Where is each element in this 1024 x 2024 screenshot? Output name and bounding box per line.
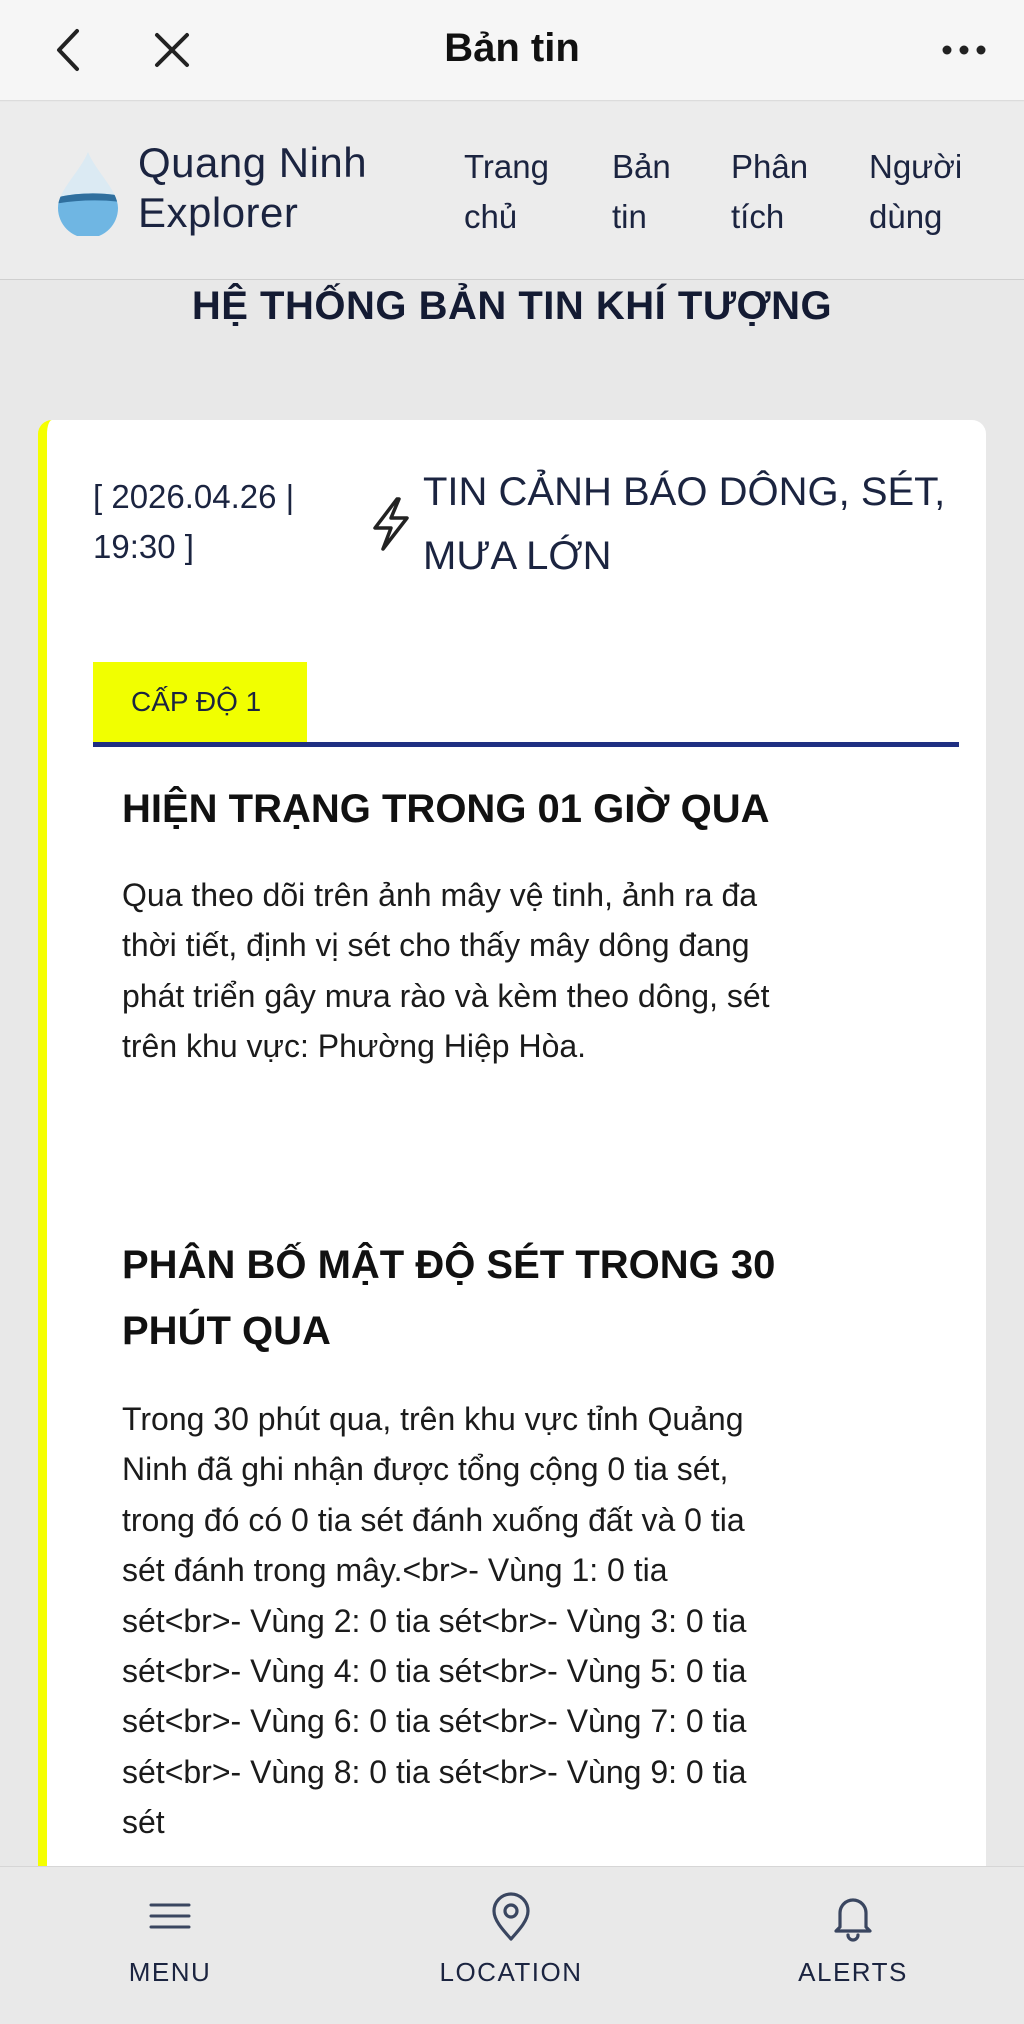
brand-name[interactable] (138, 138, 367, 238)
bulletin-title-line-2: MƯA LỚN (423, 534, 612, 578)
section-title-line-2: PHÚT QUA (122, 1309, 331, 1353)
timestamp-line-1: [ 2026.04.26 | (93, 478, 295, 515)
nav-item-home[interactable] (464, 142, 549, 242)
bottom-tab-bar (0, 1866, 1024, 2024)
body-line: sét<br>- Vùng 2: 0 tia sét<br>- Vùng 3: 0 tia (122, 1602, 747, 1639)
nav-item-label: chủ (464, 198, 518, 235)
nav-item-label: tin (612, 198, 647, 235)
bulletin-card (38, 420, 986, 1920)
body-line: Ninh đã ghi nhận được tổng cộng 0 tia sét, (122, 1451, 729, 1488)
bulletin-title (423, 460, 963, 588)
bulletin-timestamp (93, 472, 343, 572)
nav-item-label: Trang (464, 148, 549, 185)
body-line: sét<br>- Vùng 6: 0 tia sét<br>- Vùng 7: 0 tia (122, 1703, 747, 1740)
nav-item-users[interactable] (869, 142, 962, 242)
section-title-lightning-density (122, 1232, 922, 1364)
section-body-current-status (122, 870, 902, 1072)
body-line: thời tiết, định vị sét cho thấy mây dông đang (122, 927, 750, 964)
tab-label: ALERTS (798, 1957, 908, 1987)
body-line: phát triển gây mưa rào và kèm theo dông, sét (122, 977, 770, 1014)
tab-location[interactable] (401, 1889, 621, 1988)
brand-line-2: Explorer (138, 189, 299, 236)
water-drop-icon (54, 150, 122, 236)
page-title: Bản tin (444, 26, 580, 70)
menu-icon (145, 1889, 195, 1943)
body-line: sét đánh trong mây.<br>- Vùng 1: 0 tia (122, 1552, 668, 1589)
body-line: trong đó có 0 tia sét đánh xuống đất và 0 tia (122, 1501, 745, 1538)
lightning-icon (369, 496, 413, 552)
nav-item-bulletins[interactable] (612, 142, 671, 242)
body-line: sét<br>- Vùng 8: 0 tia sét<br>- Vùng 9: 0 tia (122, 1753, 747, 1790)
more-horizontal-icon (941, 44, 987, 56)
body-line: sét<br>- Vùng 4: 0 tia sét<br>- Vùng 5: 0 tia (122, 1653, 747, 1690)
alert-level-label: CẤP ĐỘ 1 (131, 686, 262, 717)
body-line: Qua theo dõi trên ảnh mây vệ tinh, ảnh ra đa (122, 877, 758, 913)
section-title-current-status: HIỆN TRẠNG TRONG 01 GIỜ QUA (122, 787, 770, 831)
nav-item-label: Bản (612, 148, 671, 185)
body-line: Trong 30 phút qua, trên khu vực tỉnh Quảng (122, 1401, 744, 1437)
section-title-line-1: PHÂN BỐ MẬT ĐỘ SÉT TRONG 30 (122, 1243, 776, 1287)
top-app-bar (0, 0, 1024, 101)
site-header (0, 102, 1024, 280)
tab-label: MENU (128, 1957, 212, 1987)
brand-line-1: Quang Ninh (138, 139, 368, 186)
body-line: trên khu vực: Phường Hiệp Hòa. (122, 1028, 587, 1065)
bulletin-title-line-1: TIN CẢNH BÁO DÔNG, SÉT, (423, 470, 946, 514)
nav-item-analysis[interactable] (731, 142, 808, 242)
body-line: sét (122, 1804, 165, 1841)
section-body-lightning-density (122, 1394, 902, 1848)
bell-icon (828, 1889, 878, 1943)
nav-item-label: Phân (731, 148, 809, 185)
nav-item-label: dùng (869, 198, 943, 235)
more-options-button[interactable] (934, 20, 994, 80)
tab-label: LOCATION (439, 1957, 583, 1987)
section-heading: HỆ THỐNG BẢN TIN KHÍ TƯỢNG (191, 284, 833, 328)
tab-menu[interactable] (60, 1889, 280, 1988)
alert-level-badge (93, 662, 307, 742)
divider (93, 742, 959, 747)
nav-item-label: Người (869, 148, 963, 185)
timestamp-line-2: 19:30 ] (93, 528, 194, 565)
tab-alerts[interactable] (743, 1889, 963, 1988)
nav-item-label: tích (731, 198, 785, 235)
location-pin-icon (486, 1889, 536, 1943)
